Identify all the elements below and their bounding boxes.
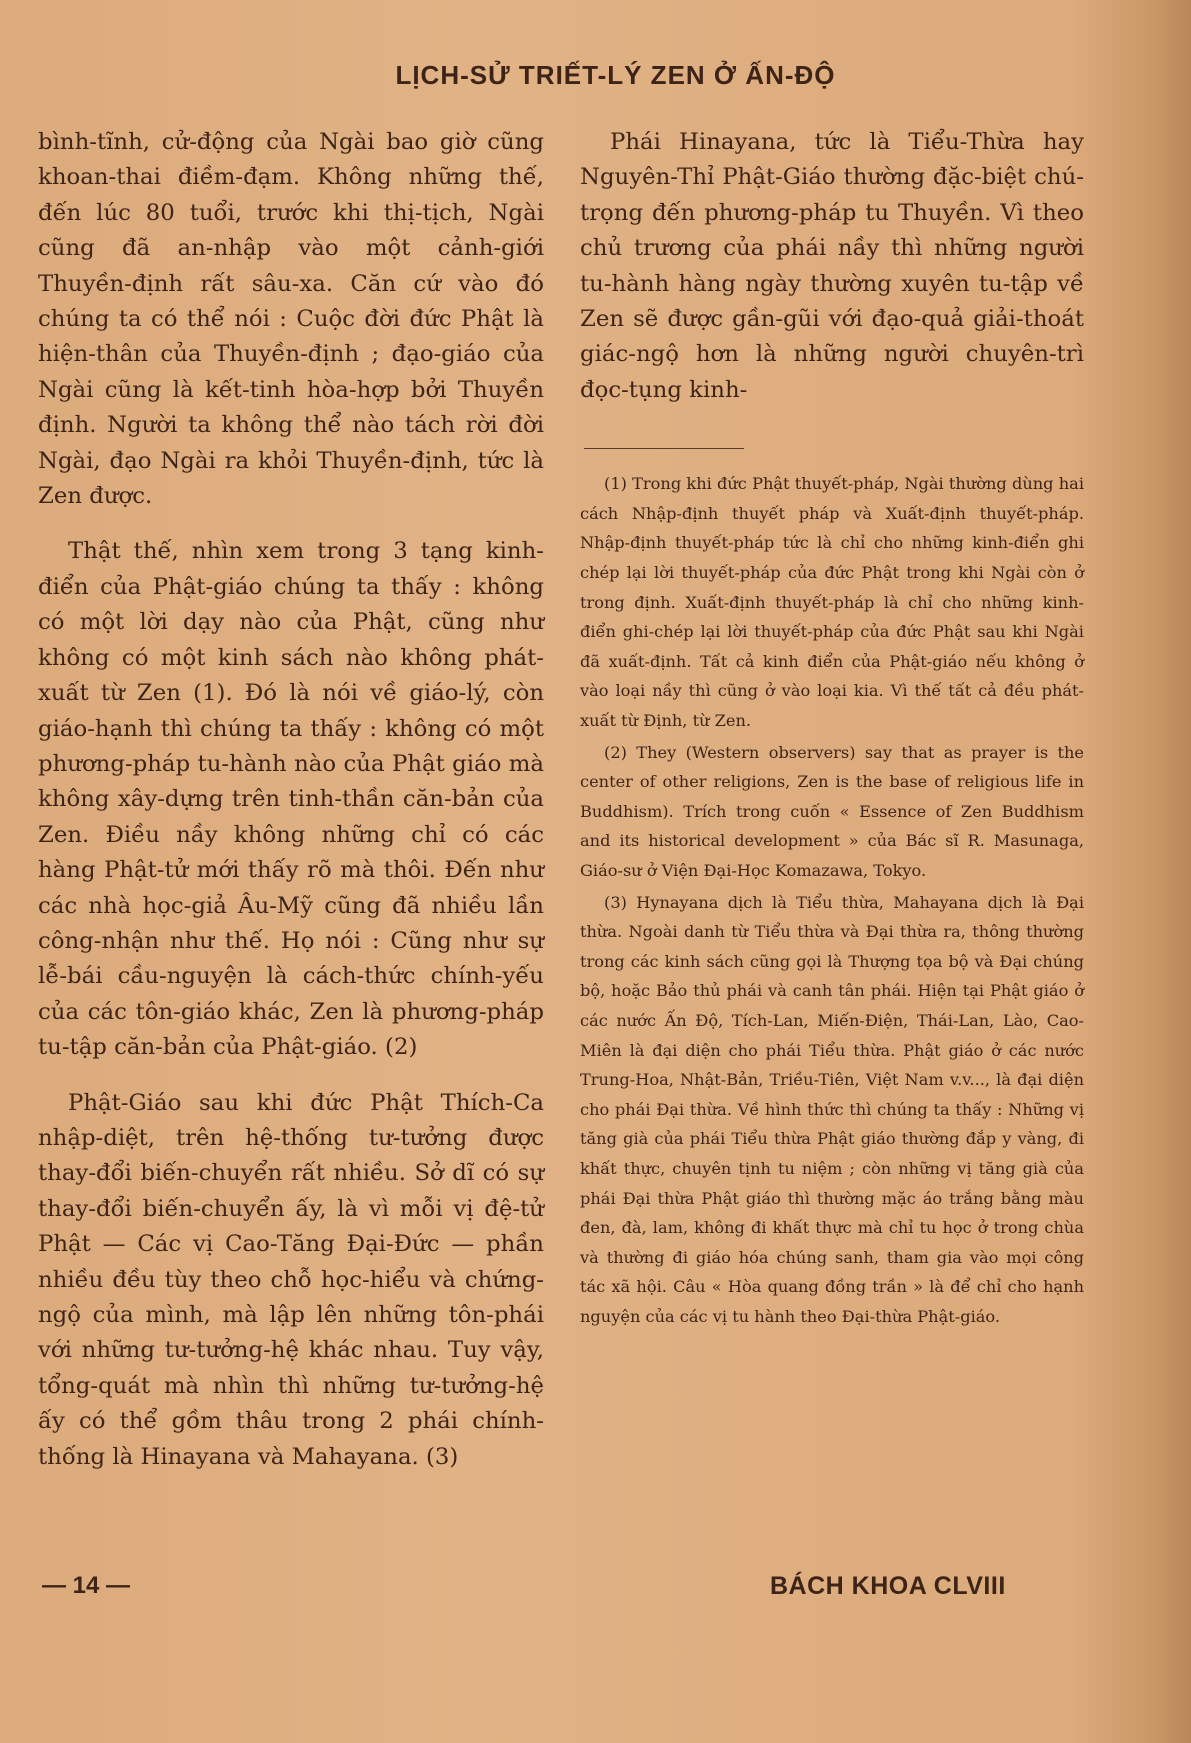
- right-column: [580, 125, 1084, 1331]
- right-paragraph-main: Phái Hinayana, tức là Tiểu-Thừa hay Nguyên-Thỉ Phật-Giáo thường đặc-biệt chú-trọng đến phương-pháp tu Thuyền. Vì theo chủ trương của phái nầy thì những người tu-hành hàng ngày thường xuyên tu-tập về Zen sẽ được gần-gũi với đạo-quả giải-thoát giác-ngộ hơn là những người chuyên-trì đọc-tụng kinh-: [580, 129, 1084, 403]
- footnote-divider: [584, 448, 744, 449]
- page-number: — 14 —: [42, 1572, 131, 1599]
- left-paragraph-1: bình-tĩnh, cử-động của Ngài bao giờ cũng khoan-thai điềm-đạm. Không những thế, đến lúc 80 tuổi, trước khi thị-tịch, Ngài cũng đã an-nhập vào một cảnh-giới Thuyền-định rất sâu-xa. Căn cứ vào đó chúng ta có thể nói : Cuộc đời đức Phật là hiện-thân của Thuyền-định ; đạo-giáo của Ngài cũng là kết-tinh hòa-hợp bởi Thuyền định. Người ta không thể nào tách rời đời Ngài, đạo Ngài ra khỏi Thuyền-định, tức là Zen được.: [38, 129, 544, 510]
- left-column: [38, 125, 544, 1475]
- left-paragraph-2: Thật thế, nhìn xem trong 3 tạng kinh-điển của Phật-giáo chúng ta thấy : không có một lời dạy nào của Phật, cũng như không có một kinh sách nào không phát-xuất từ Zen (1). Đó là nói về giáo-lý, còn giáo-hạnh thì chúng ta thấy : không có một phương-pháp tu-hành nào của Phật giáo mà không xây-dựng trên tinh-thần căn-bản của Zen. Điều nầy không những chỉ có các hàng Phật-tử mới thấy rõ mà thôi. Đến như các nhà học-giả Âu-Mỹ cũng đã nhiều lần công-nhận như thế. Họ nói : Cũng như sự lễ-bái cầu-nguyện là cách-thức chính-yếu của các tôn-giáo khác, Zen là phương-pháp tu-tập căn-bản của Phật-giáo. (2): [38, 538, 544, 1061]
- left-paragraph-3: Phật-Giáo sau khi đức Phật Thích-Ca nhập-diệt, trên hệ-thống tư-tưởng được thay-đổi biến-chuyển rất nhiều. Sở dĩ có sự thay-đổi biến-chuyển ấy, là vì mỗi vị đệ-tử Phật — Các vị Cao-Tăng Đại-Đức — phần nhiều đều tùy theo chỗ học-hiểu và chứng-ngộ của mình, mà lập lên những tôn-phái với những tư-tưởng-hệ khác nhau. Tuy vậy, tổng-quát mà nhìn thì những tư-tưởng-hệ ấy có thể gồm thâu trong 2 phái chính-thống là Hinayana và Mahayana. (3): [38, 1089, 544, 1470]
- page-header-title: LỊCH-SỬ TRIẾT-LÝ ZEN Ở ẤN-ĐỘ: [395, 60, 836, 90]
- footnote-1: (1) Trong khi đức Phật thuyết-pháp, Ngài thường dùng hai cách Nhập-định thuyết pháp và Xuất-định thuyết-pháp. Nhập-định thuyết-pháp tức là chỉ cho những kinh-điển ghi chép lại lời thuyết-pháp của đức Phật trong khi Ngài còn ở trong định. Xuất-định thuyết-pháp là chỉ cho những kinh-điển ghi-chép lại lời thuyết-pháp của đức Phật sau khi Ngài đã xuất-định. Tất cả kinh điển của Phật-giáo nếu không ở vào loại nầy thì cũng ở vào loại kia. Vì thế tất cả đều phát-xuất từ Định, từ Zen.: [580, 474, 1084, 730]
- footnote-3: (3) Hynayana dịch là Tiểu thừa, Mahayana dịch là Đại thừa. Ngoài danh từ Tiểu thừa và Đại thừa ra, thông thường trong các kinh sách cũng gọi là Thượng tọa bộ và Đại chúng bộ, hoặc Bảo thủ phái và canh tân phái. Hiện tại Phật giáo ở các nước Ấn Độ, Tích-Lan, Miến-Điện, Thái-Lan, Lào, Cao-Miên là đại diện cho phái Tiểu thừa. Phật giáo ở các nước Trung-Hoa, Nhật-Bản, Triều-Tiên, Việt Nam v.v..., là đại diện cho phái Đại thừa. Về hình thức thì chúng ta thấy : Những vị tăng già của phái Tiểu thừa Phật giáo thường đắp y vàng, đi khất thực, chuyên tịnh tu niệm ; còn những vị tăng già của phái Đại thừa Phật giáo thì thường mặc áo trắng bằng màu đen, đà, lam, không đi khất thực mà chỉ tu học ở trong chùa và thường đi giáo hóa chúng sanh, tham gia vào mọi công tác xã hội. Câu « Hòa quang đồng trần » là để chỉ cho hạnh nguyện của các vị tu hành theo Đại-thừa Phật-giáo.: [580, 892, 1084, 1326]
- publication-name: BÁCH KHOA CLVIII: [770, 1572, 1006, 1600]
- footnote-2: (2) They (Western observers) say that as prayer is the center of other religions, Zen is the base of religious life in Buddhism). Trích trong cuốn « Essence of Zen Buddhism and its historical development » của Bác sĩ R. Masunaga, Giáo-sư ở Viện Đại-Học Komazawa, Tokyo.: [580, 742, 1084, 880]
